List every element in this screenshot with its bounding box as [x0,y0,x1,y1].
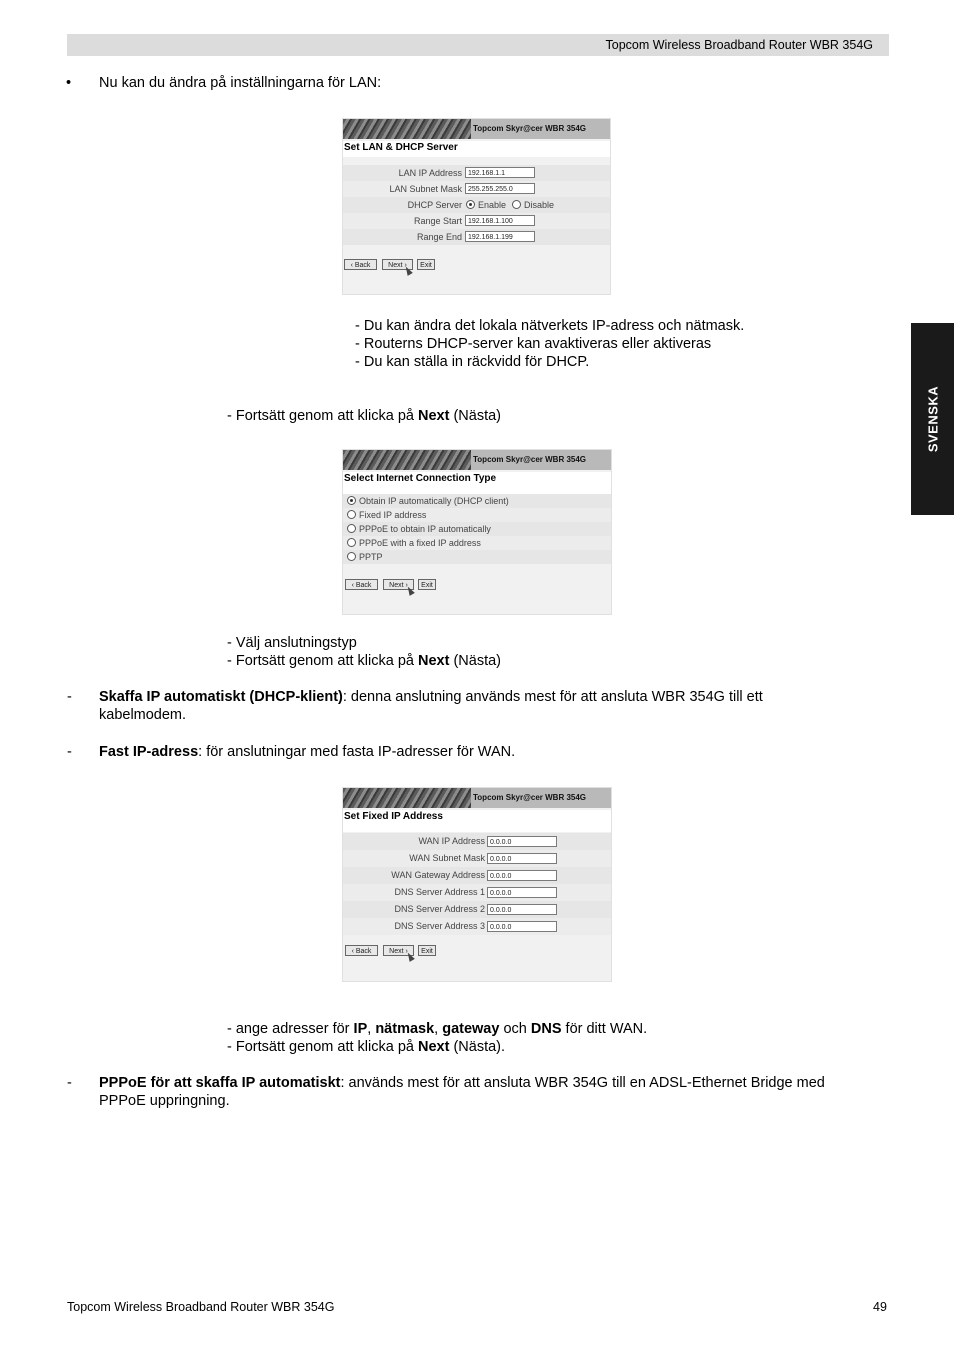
note-line: - Du kan ändra det lokala nätverkets IP-adress och nätmask. [355,318,745,334]
connection-option-radio[interactable]: PPPoE with a fixed IP address [347,536,481,550]
intro-bullet-marker: • [66,75,72,91]
field-label: WAN Gateway Address [391,870,485,880]
wan-subnet-input[interactable]: 0.0.0.0 [487,853,557,864]
address-instruction: - ange adresser för IP, nätmask, gateway och DNS för ditt WAN. [227,1021,648,1037]
field-label: Range End [416,232,462,242]
intro-text: Nu kan du ändra på inställningarna för LAN: [99,75,382,91]
connection-type-screenshot [342,449,612,615]
screen-title: Set Fixed IP Address [343,810,612,832]
form-row [343,550,611,564]
dhcp-enable-radio[interactable]: Enable [466,197,506,213]
continue-instruction: - Fortsätt genom att klicka på Next (Nästa) [227,653,502,669]
router-brand: Topcom Skyr@cer WBR 354G [473,793,587,802]
connection-option-radio[interactable]: Fixed IP address [347,508,426,522]
back-button[interactable]: ‹ Back [344,259,377,270]
field-label: WAN IP Address [418,836,485,846]
screenshot-banner [343,450,611,470]
field-label: DNS Server Address 1 [394,887,485,897]
back-button[interactable]: ‹ Back [345,579,378,590]
next-button[interactable]: Next › [383,945,414,956]
router-brand: Topcom Skyr@cer WBR 354G [473,124,587,133]
form-row [343,536,611,550]
form-row [343,522,611,536]
form-row [343,901,611,918]
router-logo [343,119,471,139]
note-line: - Du kan ställa in räckvidd för DHCP. [355,354,590,370]
pppoe-description-cont: PPPoE uppringning. [99,1093,230,1109]
note-line: - Välj anslutningstyp [227,635,357,651]
language-tab [911,323,954,515]
router-logo [343,788,471,808]
dhcp-description: Skaffa IP automatiskt (DHCP-klient): denna anslutning används mest för att ansluta WBR 354G till ett [99,689,763,705]
field-label: WAN Subnet Mask [409,853,485,863]
next-button[interactable]: Next › [383,579,414,590]
header-bar [67,34,889,56]
screenshot-banner [343,788,611,808]
field-label: LAN Subnet Mask [389,184,462,194]
list-dash: - [67,689,72,705]
form-row [343,918,611,935]
form-row [343,213,610,229]
field-label: DNS Server Address 3 [394,921,485,931]
screen-title: Set LAN & DHCP Server [343,141,611,157]
note-line: - Routerns DHCP-server kan avaktiveras eller aktiveras [355,336,712,352]
field-label: LAN IP Address [398,168,462,178]
radio-selected-icon [347,496,356,505]
dhcp-description-cont: kabelmodem. [99,707,187,723]
wan-ip-input[interactable]: 0.0.0.0 [487,836,557,847]
header-title: Topcom Wireless Broadband Router WBR 354G [605,38,873,52]
back-button[interactable]: ‹ Back [345,945,378,956]
lan-ip-input[interactable]: 192.168.1.1 [465,167,535,178]
wan-gateway-input[interactable]: 0.0.0.0 [487,870,557,881]
form-row [343,165,610,181]
connection-option-radio[interactable]: PPTP [347,550,383,564]
lan-subnet-input[interactable]: 255.255.255.0 [465,183,535,194]
form-row [343,494,611,508]
field-label: DNS Server Address 2 [394,904,485,914]
pppoe-description: PPPoE för att skaffa IP automatiskt: används mest för att ansluta WBR 354G till en ADSL-Ethernet Bridge med [99,1075,825,1091]
list-dash: - [67,744,72,760]
footer-title: Topcom Wireless Broadband Router WBR 354G [67,1300,335,1314]
form-row [343,867,611,884]
form-row [343,884,611,901]
form-row [343,197,610,213]
list-dash: - [67,1075,72,1091]
screen-title: Select Internet Connection Type [343,472,612,494]
connection-option-radio[interactable]: PPPoE to obtain IP automatically [347,522,491,536]
range-start-input[interactable]: 192.168.1.100 [465,215,535,226]
form-row [343,833,611,850]
connection-option-radio[interactable]: Obtain IP automatically (DHCP client) [347,494,509,508]
language-tab-label: SVENSKA [925,385,940,453]
fixed-ip-screenshot [342,787,612,982]
page-number: 49 [873,1300,887,1314]
radio-icon [512,200,521,209]
form-row [343,508,611,522]
range-end-input[interactable]: 192.168.1.199 [465,231,535,242]
screenshot-banner [343,119,610,139]
radio-icon [347,538,356,547]
form-row [343,229,610,245]
router-logo [343,450,471,470]
dns1-input[interactable]: 0.0.0.0 [487,887,557,898]
radio-icon [347,552,356,561]
continue-instruction: - Fortsätt genom att klicka på Next (Nästa) [227,408,502,424]
lan-dhcp-screenshot [342,118,611,295]
dhcp-disable-radio[interactable]: Disable [512,197,554,213]
radio-selected-icon [466,200,475,209]
form-row [343,181,610,197]
exit-button[interactable]: Exit [417,259,435,270]
radio-icon [347,524,356,533]
dns2-input[interactable]: 0.0.0.0 [487,904,557,915]
field-label: Range Start [413,216,462,226]
router-brand: Topcom Skyr@cer WBR 354G [473,455,587,464]
exit-button[interactable]: Exit [418,945,436,956]
radio-icon [347,510,356,519]
field-label: DHCP Server [407,200,462,210]
continue-instruction: - Fortsätt genom att klicka på Next (Nästa). [227,1039,506,1055]
exit-button[interactable]: Exit [418,579,436,590]
fixed-ip-description: Fast IP-adress: för anslutningar med fasta IP-adresser för WAN. [99,744,516,760]
dns3-input[interactable]: 0.0.0.0 [487,921,557,932]
next-button[interactable]: Next › [382,259,413,270]
form-row [343,850,611,867]
